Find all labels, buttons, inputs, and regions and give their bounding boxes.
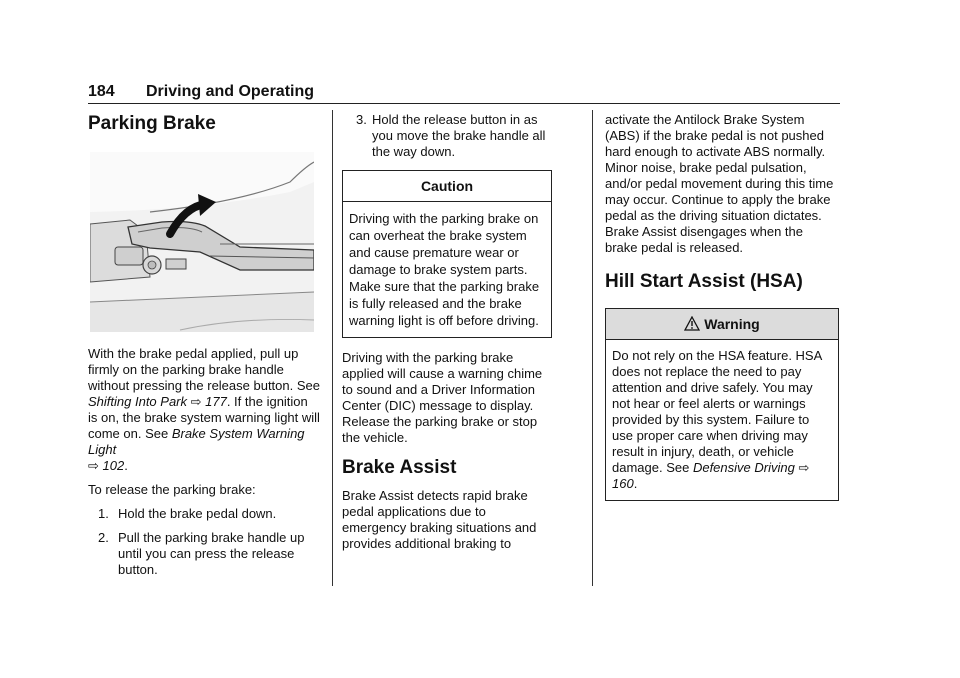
release-steps-continued — [342, 112, 552, 160]
release-steps — [88, 506, 320, 578]
release-intro: To release the parking brake: — [88, 482, 256, 497]
warning-body — [606, 340, 838, 500]
page-number: 184 — [88, 83, 115, 100]
step-item — [88, 530, 320, 578]
warning-box — [605, 308, 839, 501]
brake-assist-continued: activate the Antilock Brake System (ABS) if the brake pedal is not pushed hard enough to activate ABS normally. Minor noise, brake pedal pulsation, and/or pedal movement during this time may occur. Continue to apply the brake pedal as the driving situation dictates. Brake Assist disengages when the brake pedal is released. — [605, 112, 834, 255]
parking-brake-intro — [88, 346, 320, 474]
parking-brake-heading: Parking Brake — [88, 113, 216, 134]
column-3 — [605, 112, 839, 501]
page-ref-icon: ⇨ — [187, 394, 206, 409]
parking-brake-lever-drawing — [90, 152, 314, 332]
column-divider-1 — [332, 110, 333, 586]
page-header — [88, 83, 314, 101]
intro-text: With the brake pedal applied, pull up firmly on the parking brake handle without pressing the release button. See — [88, 346, 320, 393]
header-rule — [88, 103, 840, 104]
brake-warning-light-link[interactable]: Brake System Warning Light — [88, 426, 305, 457]
page-ref-icon: ⇨ — [794, 460, 810, 475]
brake-assist-heading: Brake Assist — [342, 457, 457, 478]
brake-warning-light-page[interactable]: 102 — [102, 458, 125, 473]
step-text: Hold the release button in as you move the brake handle all the way down. — [372, 112, 546, 159]
column-1 — [88, 112, 320, 136]
warning-end: . — [633, 476, 638, 491]
parking-brake-illustration — [90, 152, 314, 332]
shifting-into-park-page[interactable]: 177 — [205, 394, 227, 409]
caution-title: Caution — [343, 171, 551, 202]
step-item — [88, 506, 320, 522]
column-1-body — [88, 346, 320, 586]
shifting-into-park-link[interactable]: Shifting Into Park — [88, 394, 187, 409]
warning-text: Do not rely on the HSA feature. HSA does not replace the need to pay attention and drive safely. You may not hear or feel alerts or warnings provided by this system. Failure to use proper care when driving may result in injury, death, or vehicle damage. See — [612, 348, 822, 475]
warning-triangle-icon — [684, 316, 700, 331]
step-text: Pull the parking brake handle up until you can press the release button. — [118, 530, 305, 577]
brake-assist-text: Brake Assist detects rapid brake pedal applications due to emergency braking situations and provides additional braking to — [342, 488, 537, 551]
intro-text-2: . If the ignition is on, the brake system warning light will come on. See — [88, 394, 320, 441]
intro-text-3: . — [124, 458, 128, 473]
parking-brake-chime-text: Driving with the parking brake applied will cause a warning chime to sound and a Driver Information Center (DIC) message to display. Release the parking brake or stop the vehicle. — [342, 350, 543, 445]
section-title: Driving and Operating — [146, 83, 315, 100]
warning-title: Warning — [704, 316, 760, 332]
step-number: 1. — [98, 506, 109, 521]
column-divider-2 — [592, 110, 593, 586]
caution-body: Driving with the parking brake on can overheat the brake system and cause premature wear or damage to brake system parts. Make sure that the parking brake is fully released and the brake warning light is off before driving. — [349, 211, 540, 328]
step-item — [342, 112, 552, 160]
step-number: 3. — [356, 112, 367, 127]
defensive-driving-page[interactable]: 160 — [612, 476, 634, 491]
page-ref-icon: ⇨ — [88, 458, 103, 473]
warning-header — [606, 309, 838, 340]
step-text: Hold the brake pedal down. — [118, 506, 277, 521]
caution-box — [342, 170, 552, 338]
column-2 — [342, 112, 552, 560]
defensive-driving-link[interactable]: Defensive Driving — [692, 460, 795, 475]
hsa-heading: Hill Start Assist (HSA) — [605, 271, 803, 292]
step-number: 2. — [98, 530, 109, 545]
